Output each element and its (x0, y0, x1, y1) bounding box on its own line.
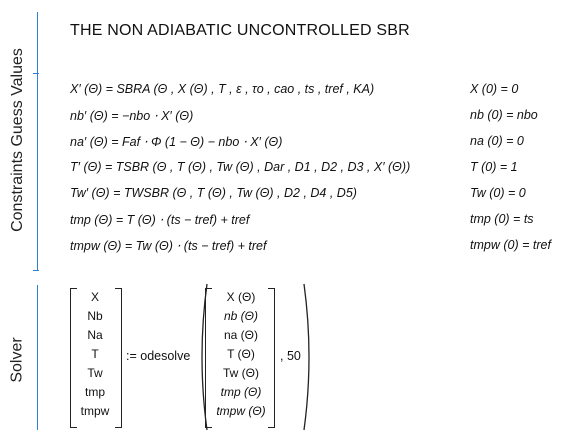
vector-entry: T (Θ) (227, 347, 255, 361)
page-title: THE NON ADIABATIC UNCONTROLLED SBR (70, 22, 410, 39)
initial-condition: T (0) = 1 (470, 160, 518, 174)
right-paren-icon (302, 282, 316, 432)
solver-region-line (37, 285, 38, 430)
equation-row: na′ (Θ) = Faf ⋅ Φ (1 − Θ) − nbo ⋅ X′ (Θ) (70, 135, 283, 149)
vector-entry: tmp (84, 385, 105, 399)
constraints-region-line (37, 12, 38, 270)
vector-entry: Na (87, 328, 103, 342)
sidebar (0, 0, 40, 437)
equation-row: X′ (Θ) = SBRA (Θ , X (Θ) , T , ε , τo , cao , ts , tref , KA) (70, 82, 375, 96)
equation-row: tmp (Θ) = T (Θ) ⋅ (ts − tref) + tref (70, 213, 250, 227)
vector-entry: tmp (Θ) (220, 385, 262, 399)
solver-label: Solver (9, 337, 27, 383)
region-tick (33, 270, 39, 271)
initial-condition: tmp (0) = ts (470, 212, 534, 226)
vector-entry: Tw (Θ) (223, 366, 259, 380)
odesolve-operator: := odesolve (126, 349, 191, 363)
initial-condition: X (0) = 0 (470, 82, 519, 96)
equation-row: Tw′ (Θ) = TWSBR (Θ , T (Θ) , Tw (Θ) , D2 , D4 , D5) (70, 186, 357, 200)
equation-row: T′ (Θ) = TSBR (Θ , T (Θ) , Tw (Θ) , Dar , D1 , D2 , D3 , X′ (Θ)) (70, 160, 411, 174)
vector-entry: Nb (87, 309, 103, 323)
initial-condition: na (0) = 0 (470, 134, 524, 148)
constraints-guess-values-label: Constraints Guess Values (9, 48, 27, 232)
initial-condition: nb (0) = nbo (470, 108, 538, 122)
initial-condition: tmpw (0) = tref (470, 238, 551, 252)
right-bracket (115, 288, 122, 428)
vector-entry: X (90, 290, 99, 304)
vector-entry: Tw (87, 366, 103, 380)
step-count: , 50 (280, 349, 301, 363)
initial-condition: Tw (0) = 0 (470, 186, 526, 200)
vector-entry: X (Θ) (226, 290, 256, 304)
vector-entry: na (Θ) (223, 328, 258, 342)
vector-entry: tmpw (Θ) (216, 404, 266, 418)
left-bracket (205, 288, 212, 428)
vector-entry: T (91, 347, 99, 361)
equation-row: nb′ (Θ) = −nbo ⋅ X′ (Θ) (70, 109, 194, 123)
vector-entry: nb (Θ) (223, 309, 258, 323)
vector-entry: tmpw (80, 404, 110, 418)
equation-row: tmpw (Θ) = Tw (Θ) ⋅ (ts − tref) + tref (70, 239, 267, 253)
